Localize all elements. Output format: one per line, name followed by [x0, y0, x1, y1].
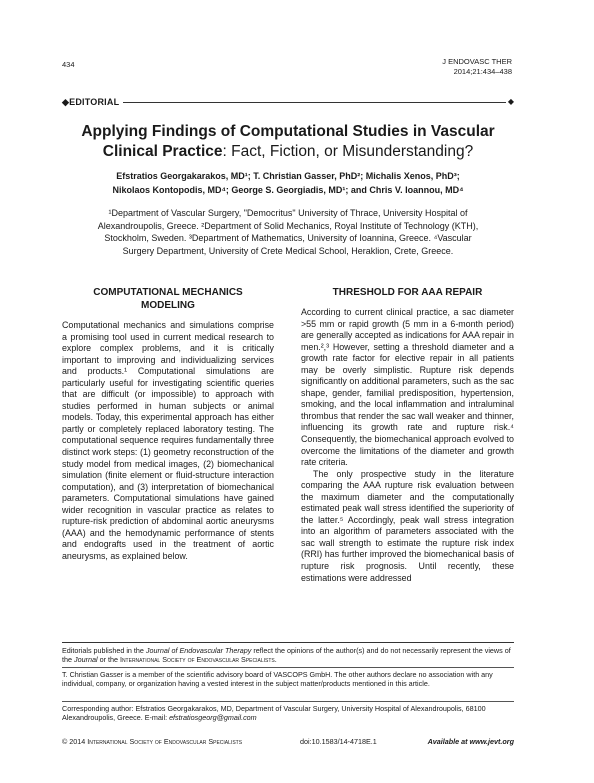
- left-column: [62, 286, 274, 562]
- footnote-divider: [62, 642, 514, 643]
- note-text: Editorials published in the: [62, 646, 146, 655]
- affiliation-line: ¹Department of Vascular Surgery, "Democritus" University of Thrace, University Hospital of: [108, 208, 468, 218]
- author-list: [62, 170, 514, 197]
- note-text: or the: [97, 655, 120, 665]
- title-line1: Applying Findings of Computational Studies in Vascular: [81, 123, 495, 140]
- affiliation-line: Stockholm, Sweden. ³Department of Mathematics, University of Ioannina, Greece. ⁴Vascular: [104, 233, 472, 243]
- right-column: [301, 286, 514, 584]
- right-body-text: [301, 307, 514, 584]
- journal-name: J ENDOVASC THER: [442, 57, 512, 66]
- note-divider: [62, 701, 514, 702]
- authors-line1: Efstratios Georgakarakos, MD¹; T. Christian Gasser, PhD²; Michalis Xenos, PhD³;: [116, 171, 460, 181]
- correspondence-email[interactable]: efstratiosgeorg@gmail.com: [169, 713, 257, 723]
- diamond-icon: ◆: [507, 97, 514, 106]
- correspondence-note: [62, 704, 514, 722]
- left-body-text: [62, 320, 274, 562]
- page-number: 434: [62, 60, 75, 69]
- body-paragraph: Computational mechanics and simulations comprise a promising tool used in current medical research to explore complex problems, and it is critically important to improving and individualizing services and products.¹ Computational simulations are particularly useful for investigating scientific queries that are difficult (or impossible) to approach with studies performed in human subjects or animal models. Today, this experimental approach has either partly or completely replaced laboratory testing. The computational sequence requires fundamentally three distinct work steps: (1) geometry reconstruction of the study model from medical images, (2) biomechanical simulation (finite element or fluid-structure interaction computation), and (3) interpretation of biomechanical parameters. Computational simulations have gained wider recognition in vascular practice as relates to rupture-risk prediction of abdominal aortic aneurysms (AAA) and the hemodynamic performance of stents and endografts used in the treatment of aortic aneurysms, as explained below.: [62, 320, 274, 561]
- editorial-note: [62, 646, 514, 664]
- note-text: .: [274, 655, 277, 665]
- doi-text[interactable]: doi:10.1583/14-4718E.1: [300, 737, 377, 746]
- title-line2: Clinical Practice: [102, 143, 223, 160]
- note-journal-name: Journal of Endovascular Therapy: [145, 646, 252, 655]
- diamond-icon: ◆: [62, 97, 70, 107]
- disclosure-note: [62, 670, 514, 688]
- affiliations: [62, 207, 514, 257]
- left-section-heading: [62, 286, 274, 312]
- title-subtitle: : Fact, Fiction, or Misunderstanding?: [222, 143, 474, 160]
- right-section-heading: THRESHOLD FOR AAA REPAIR: [332, 287, 483, 298]
- note-text: reflect the opinions of the author(s) and do not necessarily represent the views of the: [62, 646, 511, 665]
- correspondence-text: Corresponding author: Efstratios Georgakarakos, MD, Department of Vascular Surgery, University Hospital of Alexandroupolis, 68100 Alexandroupolis, Greece. E-mail:: [62, 704, 486, 723]
- affiliation-line: Surgery Department, University of Crete Medical School, Heraklion, Crete, Greece.: [122, 245, 454, 256]
- disclosure-text: T. Christian Gasser is a member of the scientific advisory board of VASCOPS GmbH. The other authors declare no association with any individual, company, or organization having a vested interest in the subject matter/products mentioned in this article.: [62, 670, 493, 689]
- section-label: [62, 97, 123, 108]
- section-label-text: EDITORIAL: [69, 97, 120, 107]
- website-link[interactable]: Available at www.jevt.org: [427, 737, 514, 746]
- note-society: International Society of Endovascular Specialists: [119, 655, 275, 665]
- affiliation-line: Alexandroupolis, Greece. ²Department of Solid Mechanics, Royal Institute of Technology (KTH),: [97, 220, 479, 231]
- note-divider: [62, 667, 514, 668]
- journal-volume: 2014;21:434–438: [453, 67, 512, 76]
- body-paragraph: The only prospective study in the literature comparing the AAA rupture risk evaluation between the maximum diameter and the computationally estimated peak wall stress identified the superiority of the latter.⁵ Accordingly, peak wall stress integration into an algorithm of parameters associated with the sac wall strength to estimate the rupture risk index (RRI) has further improved the biomechanical basis of rupture risk prognosis. Until recently, these estimations were addressed: [301, 468, 514, 583]
- section-divider: [62, 102, 506, 103]
- authors-line2: Nikolaos Kontopodis, MD⁴; George S. Georgiadis, MD¹; and Chris V. Ioannou, MD⁴: [112, 184, 464, 195]
- heading-line: MODELING: [141, 300, 195, 311]
- note-journal: Journal: [74, 655, 98, 665]
- heading-line: COMPUTATIONAL MECHANICS: [93, 287, 243, 298]
- body-paragraph: According to current clinical practice, a sac diameter >55 mm or rapid growth (5 mm in a 6-month period) are generally accepted as indications for AAA repair in men.²,³ However, setting a threshold diameter and a growth rate factor for elective repair in all patients may be overly simplistic. Rupture risk depends significantly on additional parameters, such as the sac shape, gender, familial predisposition, hypertension, smoking, and the local inflammation and intraluminal thrombus that render the sac wall weaker and thinner, influencing its growth rate and rupture risk.⁴ Consequently, the biomechanical approach evolved to overcome the limitations of the diameter and growth rate criteria.: [301, 307, 514, 468]
- copyright-text: © 2014 International Society of Endovascular Specialists: [62, 737, 243, 746]
- journal-citation: [442, 57, 512, 77]
- article-title: [62, 122, 514, 162]
- section-header: [62, 97, 514, 109]
